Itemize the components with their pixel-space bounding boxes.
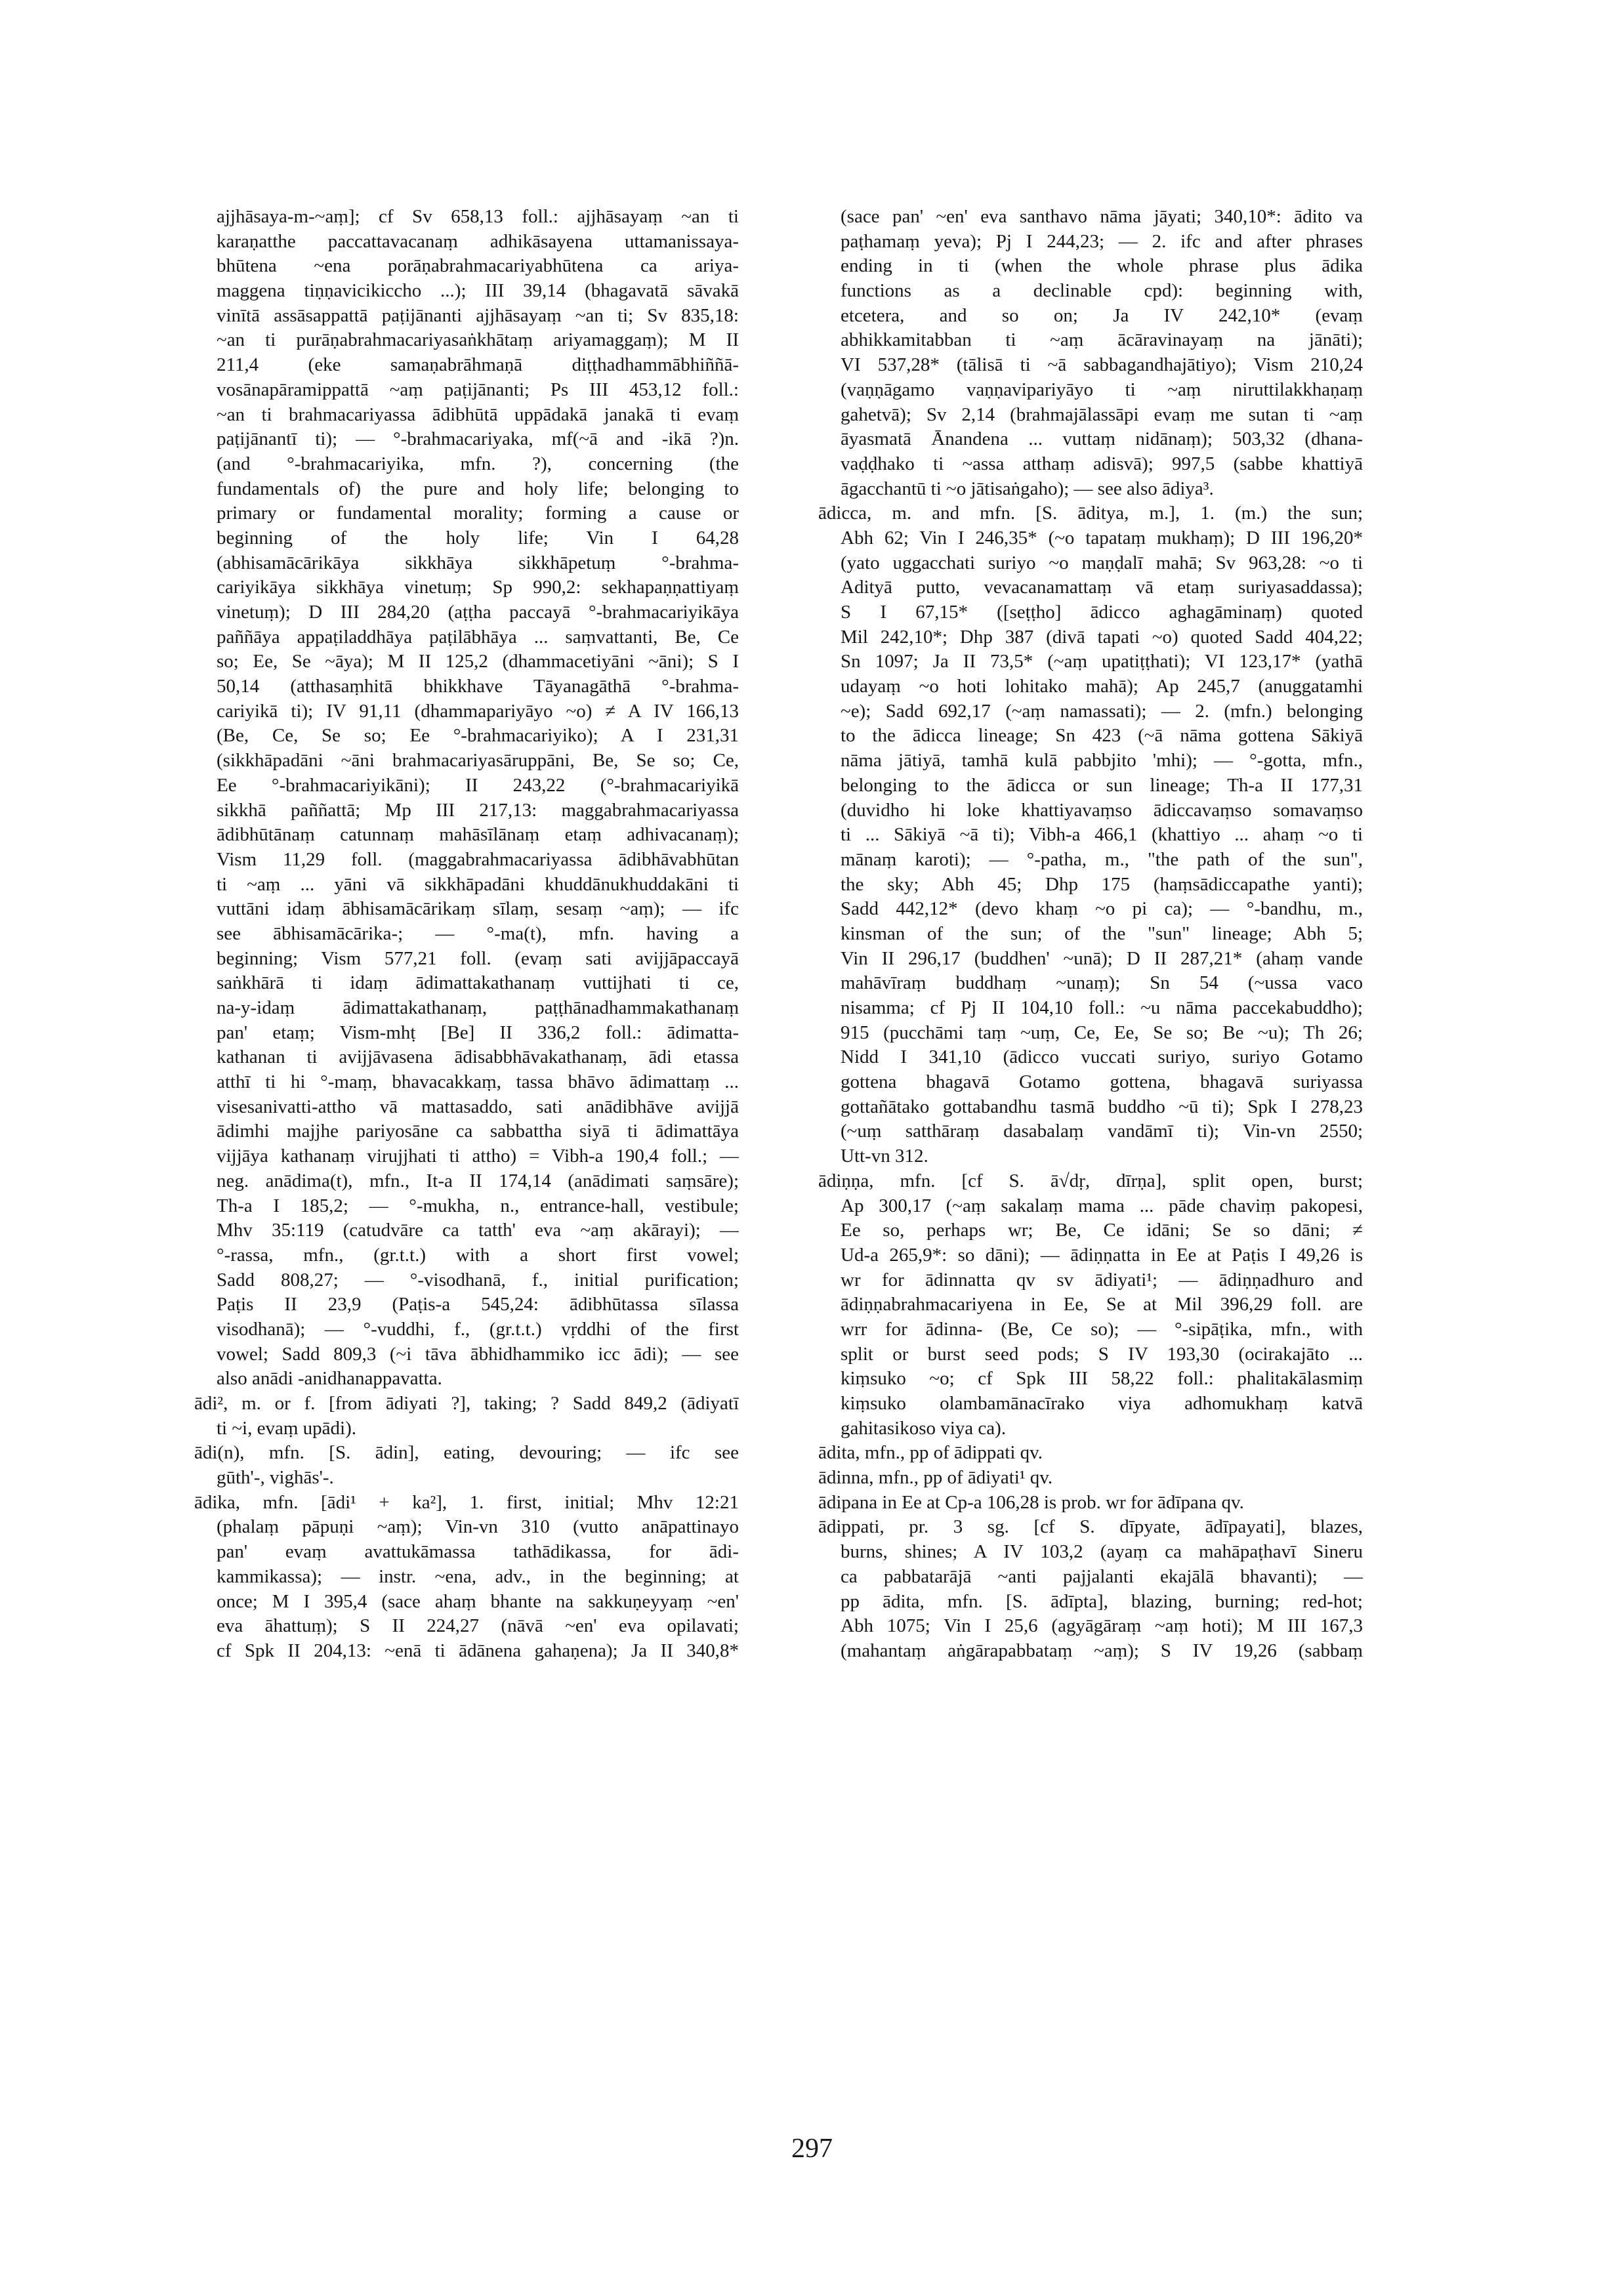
text-line: nāma jātiyā, tamhā kulā pabbjito 'mhi); — °-gotta, mfn., xyxy=(841,750,1363,772)
text-line: Ud-a 265,9*: so dāni); — ādiṇṇatta in Ee at Paṭis I 49,26 is xyxy=(841,1244,1363,1266)
text-line: cf Spk II 204,13: ~enā ti ādānena gahaṇena); Ja II 340,8* xyxy=(217,1640,739,1661)
entry-headword-line: ādi(n), mfn. [S. ādin], eating, devouring; — ifc see xyxy=(194,1442,739,1464)
text-line: gottañātako gottabandhu tasmā buddho ~ū ti); Spk I 278,23 xyxy=(841,1096,1363,1117)
text-line: kinsman of the sun; of the "sun" lineage; Abh 5; xyxy=(841,922,1363,944)
text-line: ti ~i, evaṃ upādi). xyxy=(217,1417,356,1439)
text-line: beginning of the holy life; Vin I 64,28 xyxy=(217,527,739,548)
text-line: visodhanā); — °-vuddhi, f., (gr.t.t.) vṛddhi of the first xyxy=(217,1318,739,1340)
text-line: maggena tiṇṇavicikiccho ...); III 39,14 (bhagavatā sāvakā xyxy=(217,280,739,302)
text-line: ti ~aṃ ... yāni vā sikkhāpadāni khuddānukhuddakāni ti xyxy=(217,873,739,895)
text-line: na-y-idaṃ ādimattakathanaṃ, paṭṭhānadhammakathanaṃ xyxy=(217,997,739,1018)
text-line: (vaṇṇāgamo vaṇṇavipariyāyo ti ~aṃ niruttilakkhaṇaṃ xyxy=(841,379,1363,400)
text-line: paṭijānantī ti); — °-brahmacariyaka, mf(~ā and -ikā ?)n. xyxy=(217,428,739,450)
text-line: ajjhāsaya-m-~aṃ]; cf Sv 658,13 foll.: ajjhāsayaṃ ~an ti xyxy=(217,206,739,227)
text-line: nisamma; cf Pj II 104,10 foll.: ~u nāma paccekabuddho); xyxy=(841,997,1363,1018)
entry-headword-line: ādita, mfn., pp of ādippati qv. xyxy=(818,1442,1043,1464)
text-line: see ābhisamācārika-; — °-ma(t), mfn. having a xyxy=(217,922,739,944)
left-column xyxy=(194,205,739,2107)
text-line: VI 537,28* (tālisā ti ~ā sabbagandhajātiyo); Vism 210,24 xyxy=(841,354,1363,376)
text-line: (duvidho hi loke khattiyavaṃso ādiccavaṃso somavaṃso xyxy=(841,799,1363,821)
entry-headword-line: ādipana in Ee at Cp-a 106,28 is prob. wr for ādīpana qv. xyxy=(818,1491,1244,1513)
text-line: saṅkhārā ti idaṃ ādimattakathanaṃ vuttijhati ti ce, xyxy=(217,972,739,994)
text-line: Sadd 442,12* (devo khaṃ ~o pi ca); — °-bandhu, m., xyxy=(841,898,1363,920)
entry-headword-line: ādicca, m. and mfn. [S. āditya, m.], 1. (m.) the sun; xyxy=(818,503,1363,524)
text-line: kammikassa); — instr. ~ena, adv., in the beginning; at xyxy=(217,1565,739,1587)
text-line: (yato uggacchati suriyo ~o maṇḍalī mahā; Sv 963,28: ~o ti xyxy=(841,552,1363,573)
text-line: Nidd I 341,10 (ādicco vuccati suriyo, suriyo Gotamo xyxy=(841,1046,1363,1068)
entry-headword-line: ādiṇṇa, mfn. [cf S. ā√dṛ, dīrṇa], split open, burst; xyxy=(818,1170,1363,1191)
text-line: also anādi -anidhanappavatta. xyxy=(217,1368,442,1390)
text-line: functions as a declinable cpd): beginning with, xyxy=(841,280,1363,302)
text-line: ti ... Sākiyā ~ā ti); Vibh-a 466,1 (khattiyo ... ahaṃ ~o ti xyxy=(841,824,1363,846)
text-line: ca pabbatarājā ~anti pajjalanti ekajālā bhavanti); — xyxy=(841,1565,1363,1587)
text-line: āgacchantū ti ~o jātisaṅgaho); — see also ādiya³. xyxy=(841,478,1214,499)
text-line: paññāya appaṭiladdhāya paṭilābhāya ... saṃvattanti, Be, Ce xyxy=(217,626,739,648)
text-line: sikkhā paññattā; Mp III 217,13: maggabrahmacariyassa xyxy=(217,799,739,821)
text-line: ending in ti (when the whole phrase plus ādika xyxy=(841,255,1363,277)
text-line: ~e); Sadd 692,17 (~aṃ namassati); — 2. (mfn.) belonging xyxy=(841,700,1363,722)
text-line: ādibhūtānaṃ catunnaṃ mahāsīlānaṃ etaṃ adhivacanaṃ); xyxy=(217,824,739,846)
text-line: āyasmatā Ānandena ... vuttaṃ nidānaṃ); 503,32 (dhana- xyxy=(841,428,1363,450)
text-line: (sikkhāpadāni ~āni brahmacariyasāruppāni, Be, Se so; Ce, xyxy=(217,750,739,772)
text-line: cariyikāya sikkhāya vinetuṃ; Sp 990,2: sekhapaṇṇattiyaṃ xyxy=(217,577,739,598)
text-line: fundamentals of) the pure and holy life; belonging to xyxy=(217,478,739,499)
text-line: (~uṃ satthāraṃ dasabalaṃ vandāmī ti); Vin-vn 2550; xyxy=(841,1121,1363,1142)
text-line: split or burst seed pods; S IV 193,30 (ocirakajāto ... xyxy=(841,1343,1363,1365)
text-line: Mil 242,10*; Dhp 387 (divā tapati ~o) quoted Sadd 404,22; xyxy=(841,626,1363,648)
text-line: once; M I 395,4 (sace ahaṃ bhante na sakkuṇeyyaṃ ~en' xyxy=(217,1590,739,1612)
text-line: gahitasikoso viya ca). xyxy=(841,1417,1007,1439)
text-line: gahetvā); Sv 2,14 (brahmajālassāpi evaṃ me sutan ti ~aṃ xyxy=(841,403,1363,425)
text-line: gottena bhagavā Gotamo gottena, bhagavā suriyassa xyxy=(841,1071,1363,1093)
text-line: S I 67,15* ([seṭṭho] ādicco aghagāminaṃ) quoted xyxy=(841,602,1363,623)
text-line: to the ādicca lineage; Sn 423 (~ā nāma gottena Sākiyā xyxy=(841,725,1363,747)
text-line: vowel; Sadd 809,3 (~i tāva ābhidhammiko icc ādi); — see xyxy=(217,1343,739,1365)
text-line: °-rassa, mfn., (gr.t.t.) with a short first vowel; xyxy=(217,1244,739,1266)
text-line: ~an ti purāṇabrahmacariyasaṅkhātaṃ ariyamaggaṃ); M II xyxy=(217,329,739,351)
text-line: kathanan ti avijjāvasena ādisabbhāvakathanaṃ, ādi etassa xyxy=(217,1046,739,1068)
text-line: visesanivatti-attho vā mattasaddo, sati anādibhāve avijjā xyxy=(217,1096,739,1117)
text-line: etcetera, and so on; Ja IV 242,10* (evaṃ xyxy=(841,304,1363,326)
text-line: so; Ee, Se ~āya); M II 125,2 (dhammacetiyāni ~āni); S I xyxy=(217,651,739,672)
text-line: vijjāya kathanaṃ virujjhati ti attho) = Vibh-a 190,4 foll.; — xyxy=(217,1146,739,1167)
text-line: Abh 1075; Vin I 25,6 (agyāgāraṃ ~aṃ hoti); M III 167,3 xyxy=(841,1615,1363,1637)
text-line: bhūtena ~ena porāṇabrahmacariyabhūtena ca ariya- xyxy=(217,255,739,277)
text-line: belonging to the ādicca or sun lineage; Th-a II 177,31 xyxy=(841,774,1363,796)
text-line: vinītā assāsappattā paṭijānanti ajjhāsayaṃ ~an ti; Sv 835,18: xyxy=(217,304,739,326)
text-line: Ee °-brahmacariyikāni); II 243,22 (°-brahmacariyikā xyxy=(217,774,739,796)
text-line: karaṇatthe paccattavacanaṃ adhikāsayena uttamanissaya- xyxy=(217,230,739,252)
text-line: beginning; Vism 577,21 foll. (evaṃ sati avijjāpaccayā xyxy=(217,947,739,969)
text-line: (sace pan' ~en' eva santhavo nāma jāyati; 340,10*: ādito va xyxy=(841,206,1363,227)
text-line: 211,4 (eke samaṇabrāhmaṇā diṭṭhadhammābhiññā- xyxy=(217,354,739,376)
entry-headword-line: ādinna, mfn., pp of ādiyati¹ qv. xyxy=(818,1467,1053,1489)
text-line: Vin II 296,17 (buddhen' ~unā); D II 287,21* (ahaṃ vande xyxy=(841,947,1363,969)
text-line: kiṃsuko ~o; cf Spk III 58,22 foll.: phalitakālasmiṃ xyxy=(841,1368,1363,1390)
text-line: pan' etaṃ; Vism-mhṭ [Be] II 336,2 foll.: ādimatta- xyxy=(217,1022,739,1043)
text-line: udayaṃ ~o hoti lohitako mahā); Ap 245,7 (anuggatamhi xyxy=(841,676,1363,697)
text-line: vosānapāramippattā ~aṃ paṭijānanti; Ps III 453,12 foll.: xyxy=(217,379,739,400)
text-line: mahāvīraṃ buddhaṃ ~unaṃ); Sn 54 (~ussa vaco xyxy=(841,972,1363,994)
text-line: vaḍḍhako ti ~assa atthaṃ adisvā); 997,5 (sabbe khattiyā xyxy=(841,453,1363,474)
text-line: kiṃsuko olambamānacīrako viya adhomukhaṃ katvā xyxy=(841,1393,1363,1414)
page-number: 297 xyxy=(791,2134,833,2164)
text-line: vuttāni idaṃ ābhisamācārikaṃ sīlaṃ, sesaṃ ~aṃ); — ifc xyxy=(217,898,739,920)
text-line: Th-a I 185,2; — °-mukha, n., entrance-hall, vestibule; xyxy=(217,1195,739,1216)
text-line: (phalaṃ pāpuṇi ~aṃ); Vin-vn 310 (vutto anāpattinayo xyxy=(217,1516,739,1538)
text-line: primary or fundamental morality; forming a cause or xyxy=(217,503,739,524)
text-line: ~an ti brahmacariyassa ādibhūtā uppādakā janakā ti evaṃ xyxy=(217,403,739,425)
entry-headword-line: ādippati, pr. 3 sg. [cf S. dīpyate, ādīpayati], blazes, xyxy=(818,1516,1363,1538)
text-line: Abh 62; Vin I 246,35* (~o tapataṃ mukhaṃ); D III 196,20* xyxy=(841,527,1363,548)
text-line: Vism 11,29 foll. (maggabrahmacariyassa ādibhāvabhūtan xyxy=(217,848,739,870)
text-line: paṭhamaṃ yeva); Pj I 244,23; — 2. ifc and after phrases xyxy=(841,230,1363,252)
text-line: cariyikā ti); IV 91,11 (dhammapariyāyo ~o) ≠ A IV 166,13 xyxy=(217,700,739,722)
text-line: pp ādita, mfn. [S. ādīpta], blazing, burning; red-hot; xyxy=(841,1590,1363,1612)
text-line: (and °-brahmacariyika, mfn. ?), concerning (the xyxy=(217,453,739,474)
text-line: the sky; Abh 45; Dhp 175 (haṃsādiccapathe yanti); xyxy=(841,873,1363,895)
text-line: ādimhi majjhe pariyosāne ca sabbattha siyā ti ādimattāya xyxy=(217,1121,739,1142)
text-line: neg. anādima(t), mfn., It-a II 174,14 (anādimati saṃsāre); xyxy=(217,1170,739,1191)
text-line: burns, shines; A IV 103,2 (ayaṃ ca mahāpaṭhavī Sineru xyxy=(841,1541,1363,1563)
text-line: abhikkamitabban ti ~aṃ ācāravinayaṃ na jānāti); xyxy=(841,329,1363,351)
text-line: ādiṇṇabrahmacariyena in Ee, Se at Mil 396,29 foll. are xyxy=(841,1294,1363,1315)
text-line: Utt-vn 312. xyxy=(841,1146,928,1167)
text-line: mānaṃ karoti); — °-patha, m., "the path of the sun", xyxy=(841,848,1363,870)
text-line: wrr for ādinna- (Be, Ce so); — °-sipāṭika, mfn., with xyxy=(841,1318,1363,1340)
text-line: Sn 1097; Ja II 73,5* (~aṃ upatiṭṭhati); VI 123,17* (yathā xyxy=(841,651,1363,672)
text-line: Sadd 808,27; — °-visodhanā, f., initial purification; xyxy=(217,1269,739,1291)
text-line: 50,14 (atthasaṃhitā bhikkhave Tāyanagāthā °-brahma- xyxy=(217,676,739,697)
text-line: wr for ādinnatta qv sv ādiyati¹; — ādiṇṇadhuro and xyxy=(841,1269,1363,1291)
text-line: (mahantaṃ aṅgārapabbataṃ ~aṃ); S IV 19,26 (sabbaṃ xyxy=(841,1640,1363,1661)
text-line: Ap 300,17 (~aṃ sakalaṃ mama ... pāde chaviṃ pakopesi, xyxy=(841,1195,1363,1216)
text-line: pan' evaṃ avattukāmassa tathādikassa, for ādi- xyxy=(217,1541,739,1563)
text-line: vinetuṃ); D III 284,20 (aṭṭha paccayā °-brahmacariyikāya xyxy=(217,602,739,623)
text-line: (Be, Ce, Se so; Ee °-brahmacariyiko); A I 231,31 xyxy=(217,725,739,747)
right-column xyxy=(818,205,1363,2107)
entry-headword-line: ādi², m. or f. [from ādiyati ?], taking; ? Sadd 849,2 (ādiyatī xyxy=(194,1393,739,1414)
text-line: gūth'-, vighās'-. xyxy=(217,1467,334,1489)
text-line: eva āhattuṃ); S II 224,27 (nāvā ~en' eva opilavati; xyxy=(217,1615,739,1637)
text-line: 915 (pucchāmi taṃ ~uṃ, Ce, Ee, Se so; Be ~u); Th 26; xyxy=(841,1022,1363,1043)
text-line: atthī ti hi °-maṃ, bhavacakkaṃ, tassa bhāvo ādimattaṃ ... xyxy=(217,1071,739,1093)
text-line: Adityā putto, vevacanamattaṃ vā etaṃ suriyasaddassa); xyxy=(841,577,1363,598)
text-line: Ee so, perhaps wr; Be, Ce idāni; Se so dāni; ≠ xyxy=(841,1220,1363,1241)
text-line: Paṭis II 23,9 (Paṭis-a 545,24: ādibhūtassa sīlassa xyxy=(217,1294,739,1315)
text-line: (abhisamācārikāya sikkhāya sikkhāpetuṃ °-brahma- xyxy=(217,552,739,573)
text-line: Mhv 35:119 (catudvāre ca tatth' eva ~aṃ akārayi); — xyxy=(217,1220,739,1241)
entry-headword-line: ādika, mfn. [ādi¹ + ka²], 1. first, initial; Mhv 12:21 xyxy=(194,1491,739,1513)
